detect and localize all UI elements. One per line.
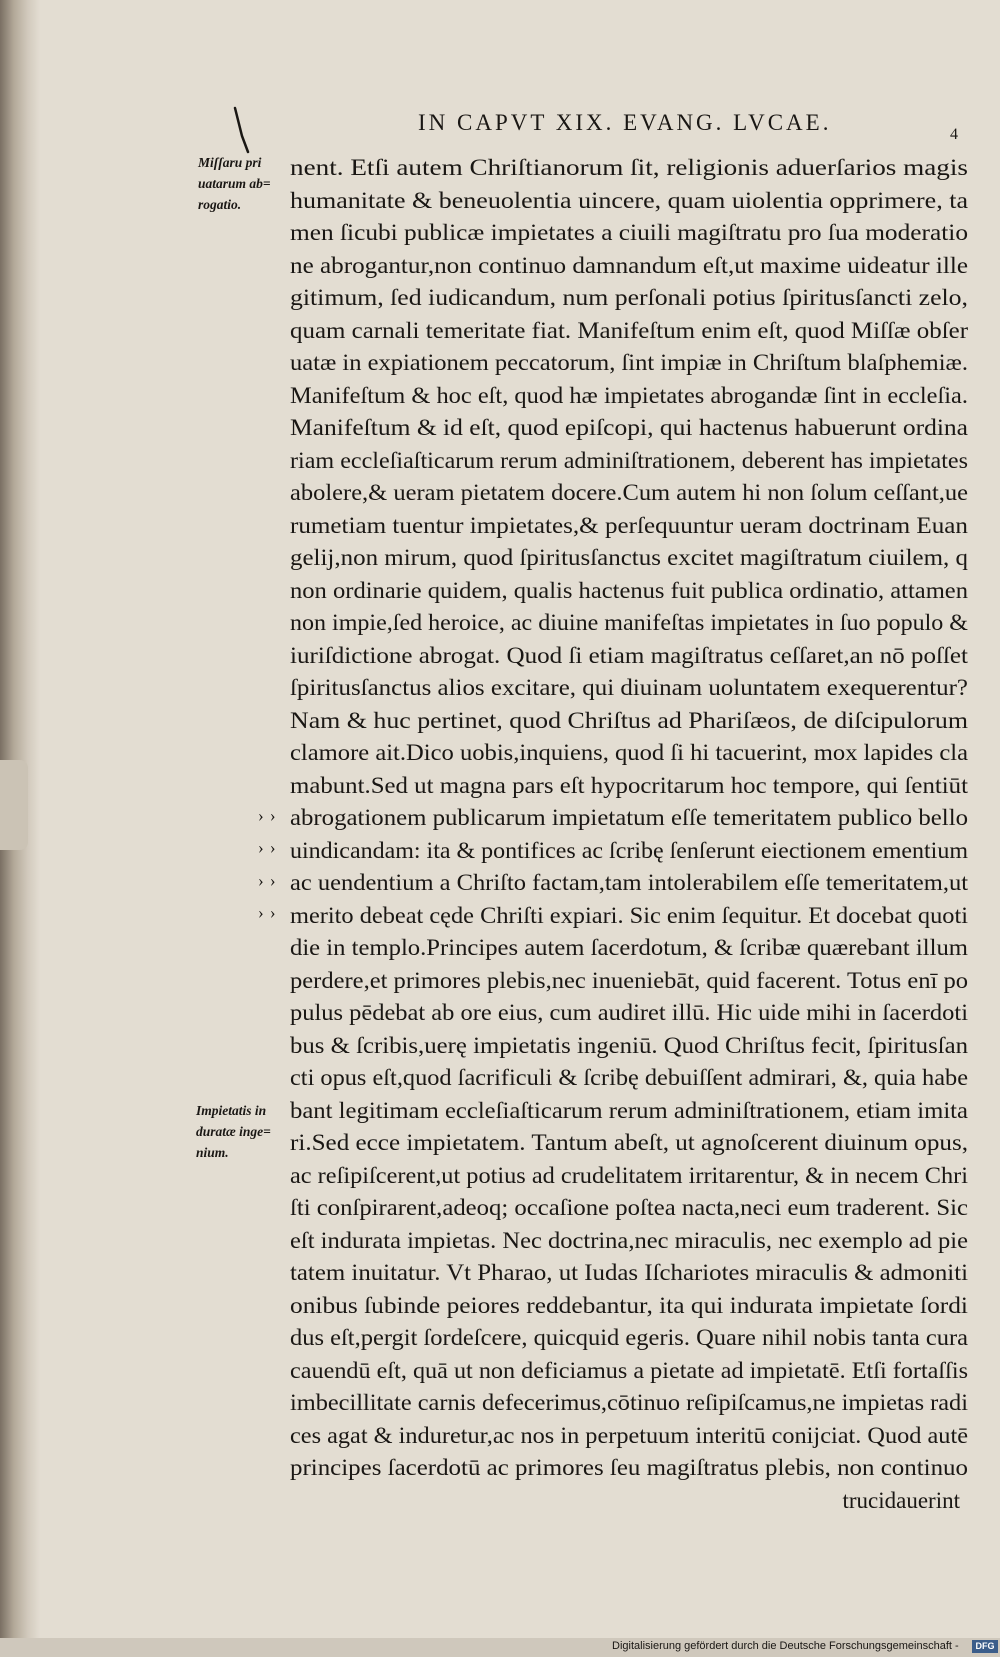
text-line: ne abrogantur,non continuo damnandum eſt,ut maxime uideatur ille — [290, 252, 968, 278]
text-line: ac uendentium a Chriſto factam,tam intolerabilem eſſe temeritatem,ut — [290, 870, 968, 895]
text-line: Nam & huc pertinet, quod Chriſtus ad Phariſæos, de diſcipulorum — [290, 707, 968, 733]
marginal-note-line: nium. — [196, 1145, 229, 1160]
quotation-mark: › › — [258, 838, 277, 857]
text-line: riam eccleſiaſticarum rerum adminiſtrationem, deberent has impietates — [290, 447, 968, 473]
pen-stroke-mark — [232, 106, 252, 156]
digitization-credit: Digitalisierung gefördert durch die Deutsche Forschungsgemeinschaft - — [612, 1640, 959, 1652]
text-line: uindicandam: ita & pontifices ac ſcribę ſenſerunt eiectionem ementium — [290, 837, 969, 863]
marginal-note-line: Impietatis in — [196, 1103, 267, 1118]
text-line: eſt indurata impietas. Nec doctrina,nec miraculis, nec exemplo ad pie — [290, 1227, 968, 1253]
text-line: ri.Sed ecce impietatem. Tantum abeſt, ut agnoſcerent diuinum opus, — [290, 1130, 968, 1155]
text-line: abolere,& ueram pietatem docere.Cum autem hi non ſolum ceſſant,ue — [290, 480, 968, 505]
catchword: trucidauerint — [842, 1487, 960, 1513]
page-leaf-edge — [0, 760, 28, 850]
text-line: cauendū eſt, quā ut non deficiamus a pietate ad impietatē. Etſi fortaſſis — [290, 1357, 968, 1383]
text-line: non ordinarie quidem, qualis hactenus fuit publica ordinatio, attamen — [290, 577, 968, 603]
folio-number: 4 — [950, 126, 958, 143]
text-line: uatæ in expiationem peccatorum, ſint impiæ in Chriſtum blaſphemiæ. — [290, 350, 968, 375]
quotation-mark: › › — [258, 871, 277, 890]
text-line: dus eſt,pergit ſordeſcere, quicquid egeris. Quare nihil nobis tanta cura — [290, 1325, 968, 1350]
text-line: ſpiritusſanctus alios excitare, qui diuinam uoluntatem exequerentur? — [290, 675, 968, 700]
text-line: bus & ſcribis,uerę impietatis ingeniū. Quod Chriſtus fecit, ſpiritusſan — [290, 1032, 968, 1058]
text-line: merito debeat cęde Chriſti expiari. Sic enim ſequitur. Et docebat quoti — [290, 902, 969, 928]
quotation-mark: › › — [258, 903, 277, 922]
text-line: bant legitimam eccleſiaſticarum rerum adminiſtrationem, etiam imita — [290, 1097, 968, 1123]
marginal-note-line: rogatio. — [198, 197, 242, 212]
marginal-note-line: Miſſaru pri — [198, 155, 262, 170]
text-line: nent. Etſi autem Chriſtianorum ſit, religionis aduerſarios magis — [290, 155, 968, 180]
text-line: iuriſdictione abrogat. Quod ſi etiam magiſtratus ceſſaret,an nō poſſet — [290, 642, 968, 668]
text-line: imbecillitate carnis defecerimus,cōtinuo reſipiſcamus,ne impietas radi — [290, 1390, 968, 1415]
quotation-mark: › › — [258, 806, 277, 825]
text-line: abrogationem publicarum impietatum eſſe temeritatem publico bello — [290, 805, 968, 830]
text-line: onibus ſubinde peiores reddebantur, ita qui indurata impietate ſordi — [290, 1292, 968, 1318]
text-line: mabunt.Sed ut magna pars eſt hypocritarum hoc tempore, qui ſentiūt — [290, 772, 968, 798]
text-line: men ſicubi publicæ impietates a ciuili magiſtratu pro ſua moderatio — [290, 220, 968, 245]
text-line: perdere,et primores plebis,nec inueniebāt, quid facerent. Totus enī po — [290, 967, 968, 993]
text-line: pulus pēdebat ab ore eius, cum audiret illū. Hic uide mihi in ſacerdoti — [290, 1000, 968, 1025]
text-line: clamore ait.Dico uobis,inquiens, quod ſi hi tacuerint, mox lapides cla — [290, 740, 968, 765]
text-line: non impie,ſed heroice, ac diuine manifeſtas impietates in ſuo populo & — [290, 610, 968, 635]
text-line: ces agat & induretur,ac nos in perpetuum interitū conijciat. Quod autē — [290, 1422, 968, 1448]
marginal-note-missarum — [198, 152, 271, 215]
text-line: die in templo.Principes autem ſacerdotum, & ſcribæ quærebant illum — [290, 935, 968, 960]
text-line: Manifeſtum & id eſt, quod epiſcopi, qui hactenus habuerunt ordina — [290, 415, 968, 440]
text-line: tatem inuitatur. Vt Pharao, ut Iudas Iſchariotes miraculis & admoniti — [290, 1260, 969, 1285]
text-line: gelij,non mirum, quod ſpiritusſanctus excitet magiſtratum ciuilem, q — [290, 545, 968, 570]
marginal-note-line: duratæ inge= — [196, 1124, 271, 1139]
text-line: principes ſacerdotū ac primores ſeu magiſtratus plebis, non continuo — [290, 1455, 968, 1480]
text-line: Manifeſtum & hoc eſt, quod hæ impietates abrogandæ ſint in eccleſia. — [290, 382, 968, 408]
running-title: IN CAPVT XIX. EVANG. LVCAE. — [418, 110, 832, 135]
marginal-note-line: uatarum ab= — [198, 176, 271, 191]
text-line: ac reſipiſcerent,ut potius ad crudelitatem irritarentur, & in necem Chri — [290, 1162, 968, 1188]
text-line: cti opus eſt,quod ſacrificuli & ſcribę debuiſſent admirari, &, quia habe — [290, 1065, 968, 1090]
main-text-block — [290, 152, 968, 1517]
text-line: rumetiam tuentur impietates,& perſequuntur ueram doctrinam Euan — [290, 512, 968, 538]
dfg-logo: DFG — [972, 1640, 998, 1653]
text-line: quam carnali temeritate fiat. Manifeſtum enim eſt, quod Miſſæ obſer — [290, 317, 969, 343]
marginal-note-impietatis — [196, 1100, 271, 1163]
text-line: humanitate & beneuolentia uincere, quam uiolentia opprimere, ta — [290, 187, 969, 213]
text-line: gitimum, ſed iudicandum, num perſonali potius ſpiritusſancti zelo, — [290, 285, 969, 310]
text-line: ſti conſpirarent,adeoq; occaſione poſtea nacta,neci eum traderent. Sic — [290, 1195, 968, 1220]
